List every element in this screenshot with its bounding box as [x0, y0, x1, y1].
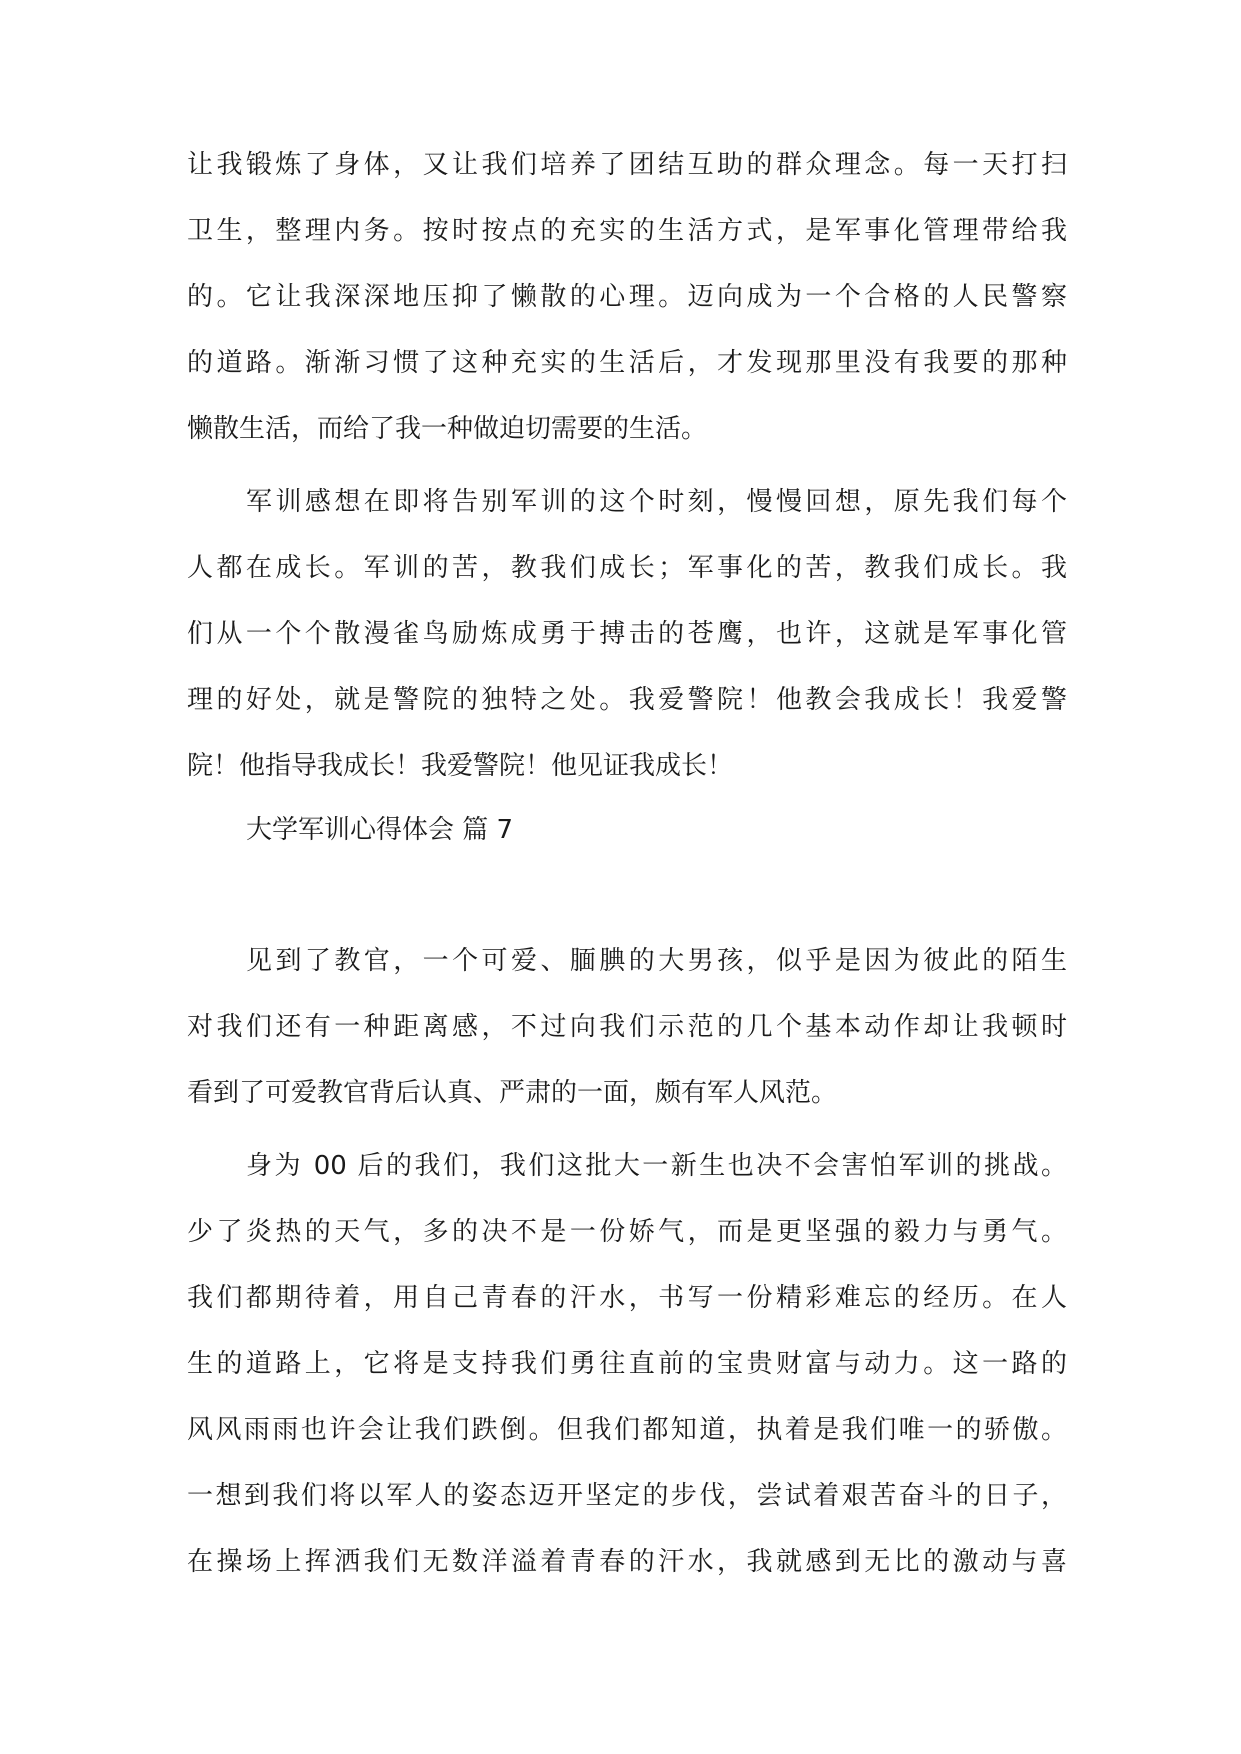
paragraph-2-line-1: 军训感想在即将告别军训的这个时刻，慢慢回想，原先我们每个: [246, 487, 1067, 517]
paragraph-4-line-5: 风风雨雨也许会让我们跌倒。但我们都知道，执着是我们唯一的骄傲。: [187, 1415, 1067, 1445]
paragraph-2-line-3: 们从一个个散漫雀鸟励炼成勇于搏击的苍鹰，也许，这就是军事化管: [187, 619, 1067, 649]
paragraph-3-line-1: 见到了教官，一个可爱、腼腆的大男孩，似乎是因为彼此的陌生: [246, 946, 1067, 976]
paragraph-1-line-4: 的道路。渐渐习惯了这种充实的生活后，才发现那里没有我要的那种: [187, 348, 1067, 378]
paragraph-4-line-7: 在操场上挥洒我们无数洋溢着青春的汗水，我就感到无比的激动与喜: [187, 1547, 1067, 1577]
paragraph-1-line-1: 让我锻炼了身体，又让我们培养了团结互助的群众理念。每一天打扫: [187, 150, 1067, 180]
paragraph-2-line-4: 理的好处，就是警院的独特之处。我爱警院！他教会我成长！我爱警: [187, 685, 1067, 715]
paragraph-4-line-6: 一想到我们将以军人的姿态迈开坚定的步伐，尝试着艰苦奋斗的日子，: [187, 1481, 1067, 1511]
paragraph-3-line-3: 看到了可爱教官背后认真、严肃的一面，颇有军人风范。: [187, 1078, 838, 1108]
section-heading: 大学军训心得体会 篇 7: [246, 815, 514, 845]
paragraph-4-line-1: 身为 00 后的我们，我们这批大一新生也决不会害怕军训的挑战。: [246, 1151, 1067, 1181]
paragraph-2-line-2: 人都在成长。军训的苦，教我们成长；军事化的苦，教我们成长。我: [187, 553, 1067, 583]
paragraph-4-line-3: 我们都期待着，用自己青春的汗水，书写一份精彩难忘的经历。在人: [187, 1283, 1067, 1313]
paragraph-1-line-2: 卫生，整理内务。按时按点的充实的生活方式，是军事化管理带给我: [187, 216, 1067, 246]
paragraph-1-line-5: 懒散生活，而给了我一种做迫切需要的生活。: [187, 414, 708, 444]
paragraph-4-line-2: 少了炎热的天气，多的决不是一份娇气，而是更坚强的毅力与勇气。: [187, 1217, 1067, 1247]
paragraph-2-line-5: 院！他指导我成长！我爱警院！他见证我成长！: [187, 751, 734, 781]
paragraph-4-line-4: 生的道路上，它将是支持我们勇往直前的宝贵财富与动力。这一路的: [187, 1349, 1067, 1379]
paragraph-3-line-2: 对我们还有一种距离感，不过向我们示范的几个基本动作却让我顿时: [187, 1012, 1067, 1042]
paragraph-1-line-3: 的。它让我深深地压抑了懒散的心理。迈向成为一个合格的人民警察: [187, 282, 1067, 312]
